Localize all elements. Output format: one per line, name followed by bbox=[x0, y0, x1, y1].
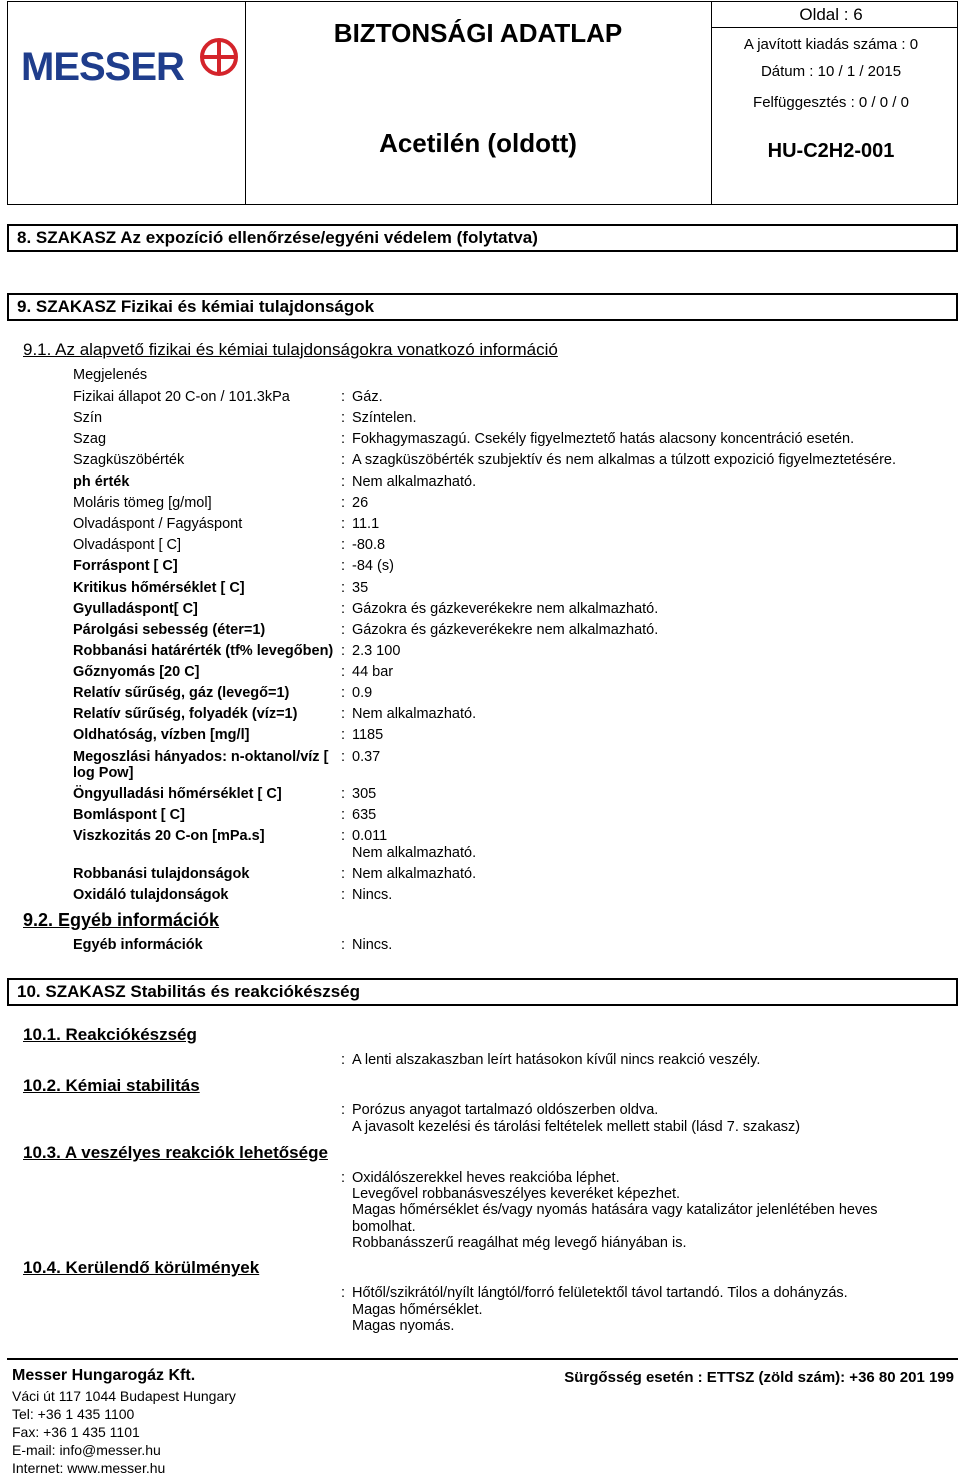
page-number: Oldal : 6 bbox=[799, 5, 863, 24]
emergency-contact: Sürgősség esetén : ETTSZ (zöld szám): +36 80 201 199 bbox=[564, 1369, 954, 1386]
property-value: 2.3 100 bbox=[352, 643, 401, 659]
property-value: 0.9 bbox=[352, 685, 373, 701]
company-website: Internet: www.messer.hu bbox=[12, 1460, 166, 1476]
product-code: HU-C2H2-001 bbox=[767, 140, 895, 162]
property-colon: : bbox=[341, 622, 346, 638]
property-colon: : bbox=[341, 558, 346, 574]
stability-colon: : bbox=[341, 1102, 346, 1118]
property-label: Relatív sűrűség, folyadék (víz=1) bbox=[73, 706, 298, 722]
property-value: Gázokra és gázkeverékekre nem alkalmazható. bbox=[352, 622, 659, 638]
other-info-colon: : bbox=[341, 937, 346, 953]
property-value: Nem alkalmazható. bbox=[352, 845, 477, 861]
property-colon: : bbox=[341, 452, 346, 468]
property-label: Olvadáspont / Fagyáspont bbox=[73, 516, 243, 532]
property-colon: : bbox=[341, 537, 346, 553]
stability-value: Porózus anyagot tartalmazó oldószerben oldva. bbox=[352, 1102, 659, 1118]
property-colon: : bbox=[341, 389, 346, 405]
property-value: Fokhagymaszagú. Csekély figyelmeztető hatás alacsony koncentráció esetén. bbox=[352, 431, 855, 447]
property-label: Oxidáló tulajdonságok bbox=[73, 887, 229, 903]
property-colon: : bbox=[341, 516, 346, 532]
property-label: Oldhatóság, vízben [mg/l] bbox=[73, 727, 250, 743]
reactivity-value: A lenti alszakaszban leírt hatásokon kívűl nincs reakció veszély. bbox=[352, 1052, 761, 1068]
property-label: Viszkozitás 20 C-on [mPa.s] bbox=[73, 828, 265, 844]
logo-emblem-icon bbox=[199, 37, 239, 77]
reactivity-colon: : bbox=[341, 1052, 346, 1068]
property-label: Öngyulladási hőmérséklet [ C] bbox=[73, 786, 282, 802]
property-colon: : bbox=[341, 749, 346, 765]
property-label: Robbanási határérték (tf% levegőben) bbox=[73, 643, 334, 659]
property-label: Relatív sűrűség, gáz (levegő=1) bbox=[73, 685, 290, 701]
property-label: Olvadáspont [ C] bbox=[73, 537, 181, 553]
subsection-10-4-heading: 10.4. Kerülendő körülmények bbox=[23, 1258, 260, 1277]
issue-date: Dátum : 10 / 1 / 2015 bbox=[760, 63, 902, 80]
header-divider bbox=[711, 27, 957, 28]
property-value: -80.8 bbox=[352, 537, 386, 553]
property-value: 26 bbox=[352, 495, 369, 511]
property-label: Szagküszöbérték bbox=[73, 452, 185, 468]
property-label: ph érték bbox=[73, 474, 130, 490]
conditions-value: Magas hőmérséklet. bbox=[352, 1302, 483, 1318]
property-value: 11.1 bbox=[352, 516, 380, 532]
property-label: Bomláspont [ C] bbox=[73, 807, 185, 823]
hazardous-reactions-value: bomolhat. bbox=[352, 1219, 416, 1235]
stability-value: A javasolt kezelési és tárolási feltételek mellett stabil (lásd 7. szakasz) bbox=[352, 1119, 801, 1135]
property-label: Gőznyomás [20 C] bbox=[73, 664, 200, 680]
property-colon: : bbox=[341, 431, 346, 447]
subsection-9-2-heading: 9.2. Egyéb információk bbox=[23, 910, 220, 930]
suspension-date: Felfüggesztés : 0 / 0 / 0 bbox=[753, 94, 909, 111]
property-value: 0.37 bbox=[352, 749, 381, 765]
property-colon: : bbox=[341, 601, 346, 617]
property-colon: : bbox=[341, 685, 346, 701]
company-address: Váci út 117 1044 Budapest Hungary bbox=[12, 1388, 236, 1404]
conditions-value: Hőtől/szikrától/nyílt lángtól/forró felületektől távol tartandó. Tilos a dohányzás. bbox=[352, 1285, 848, 1301]
property-value: Gáz. bbox=[352, 389, 383, 405]
property-colon: : bbox=[341, 706, 346, 722]
property-value: 1185 bbox=[352, 727, 384, 743]
property-colon: : bbox=[341, 887, 346, 903]
property-colon: : bbox=[341, 828, 346, 844]
property-colon: : bbox=[341, 580, 346, 596]
company-email: E-mail: info@messer.hu bbox=[12, 1442, 161, 1458]
hazardous-reactions-value: Levegővel robbanásveszélyes keveréket képezhet. bbox=[352, 1186, 681, 1202]
other-info-label: Egyéb információk bbox=[73, 937, 203, 953]
property-value: 0.011 bbox=[352, 828, 388, 844]
property-label: Kritikus hőmérséklet [ C] bbox=[73, 580, 245, 596]
property-value: 35 bbox=[352, 580, 369, 596]
property-value: 635 bbox=[352, 807, 377, 823]
property-value: Nincs. bbox=[352, 887, 393, 903]
property-colon: : bbox=[341, 410, 346, 426]
property-colon: : bbox=[341, 786, 346, 802]
property-value: Nem alkalmazható. bbox=[352, 706, 477, 722]
hazardous-reactions-value: Robbanásszerű reagálhat még levegő hiányában is. bbox=[352, 1235, 687, 1251]
subsection-10-1-heading: 10.1. Reakciókészség bbox=[23, 1025, 197, 1044]
property-colon: : bbox=[341, 807, 346, 823]
company-name: Messer Hungarogáz Kft. bbox=[12, 1367, 196, 1384]
hazardous-reactions-value: Magas hőmérséklet és/vagy nyomás hatására vagy katalizátor jelenlétében heves bbox=[352, 1202, 878, 1218]
property-value: Nem alkalmazható. bbox=[352, 474, 477, 490]
property-colon: : bbox=[341, 643, 346, 659]
property-colon: : bbox=[341, 727, 346, 743]
subsection-9-1-heading: 9.1. Az alapvető fizikai és kémiai tulajdonságokra vonatkozó információ bbox=[23, 340, 558, 359]
section-10-heading: 10. SZAKASZ Stabilitás és reakciókészség bbox=[7, 978, 958, 1006]
property-label: Gyulladáspont[ C] bbox=[73, 601, 198, 617]
messer-logo bbox=[21, 37, 239, 92]
section-9-heading: 9. SZAKASZ Fizikai és kémiai tulajdonságok bbox=[7, 293, 958, 321]
property-label: Moláris tömeg [g/mol] bbox=[73, 495, 212, 511]
property-label: Szag bbox=[73, 431, 107, 447]
property-value: A szagküszöbérték szubjektív és nem alkalmas a túlzott expozició figyelmeztetésére. bbox=[352, 452, 897, 468]
property-value: Nem alkalmazható. bbox=[352, 866, 477, 882]
appearance-label: Megjelenés bbox=[73, 367, 148, 383]
property-colon: : bbox=[341, 664, 346, 680]
property-value: Színtelen. bbox=[352, 410, 417, 426]
company-phone: Tel: +36 1 435 1100 bbox=[12, 1406, 135, 1422]
logo-wordmark: MESSER bbox=[21, 45, 184, 89]
property-value: 305 bbox=[352, 786, 377, 802]
property-label: Párolgási sebesség (éter=1) bbox=[73, 622, 266, 638]
hazardous-reactions-colon: : bbox=[341, 1170, 346, 1186]
section-8-heading: 8. SZAKASZ Az expozíció ellenőrzése/egyéni védelem (folytatva) bbox=[7, 224, 958, 252]
property-label: Robbanási tulajdonságok bbox=[73, 866, 250, 882]
property-colon: : bbox=[341, 866, 346, 882]
property-label: Forráspont [ C] bbox=[73, 558, 178, 574]
revision-number: A javított kiadás száma : 0 bbox=[743, 36, 919, 53]
property-colon: : bbox=[341, 495, 346, 511]
property-label: Megoszlási hányados: n-oktanol/víz [ bbox=[73, 749, 329, 765]
other-info-value: Nincs. bbox=[352, 937, 393, 953]
property-colon: : bbox=[341, 474, 346, 490]
company-fax: Fax: +36 1 435 1101 bbox=[12, 1424, 140, 1440]
footer-divider bbox=[7, 1358, 958, 1360]
property-value: Gázokra és gázkeverékekre nem alkalmazható. bbox=[352, 601, 659, 617]
product-name: Acetilén (oldott) bbox=[379, 128, 577, 158]
conditions-colon: : bbox=[341, 1285, 346, 1301]
subsection-10-2-heading: 10.2. Kémiai stabilitás bbox=[23, 1076, 200, 1095]
document-title: BIZTONSÁGI ADATLAP bbox=[333, 18, 623, 48]
subsection-10-3-heading: 10.3. A veszélyes reakciók lehetősége bbox=[23, 1143, 328, 1162]
property-label: log Pow] bbox=[73, 765, 134, 781]
hazardous-reactions-value: Oxidálószerekkel heves reakcióba léphet. bbox=[352, 1170, 620, 1186]
property-label: Szín bbox=[73, 410, 103, 426]
conditions-value: Magas nyomás. bbox=[352, 1318, 455, 1334]
property-value: 44 bar bbox=[352, 664, 394, 680]
property-value: -84 (s) bbox=[352, 558, 394, 574]
property-label: Fizikai állapot 20 C-on / 101.3kPa bbox=[73, 389, 290, 405]
